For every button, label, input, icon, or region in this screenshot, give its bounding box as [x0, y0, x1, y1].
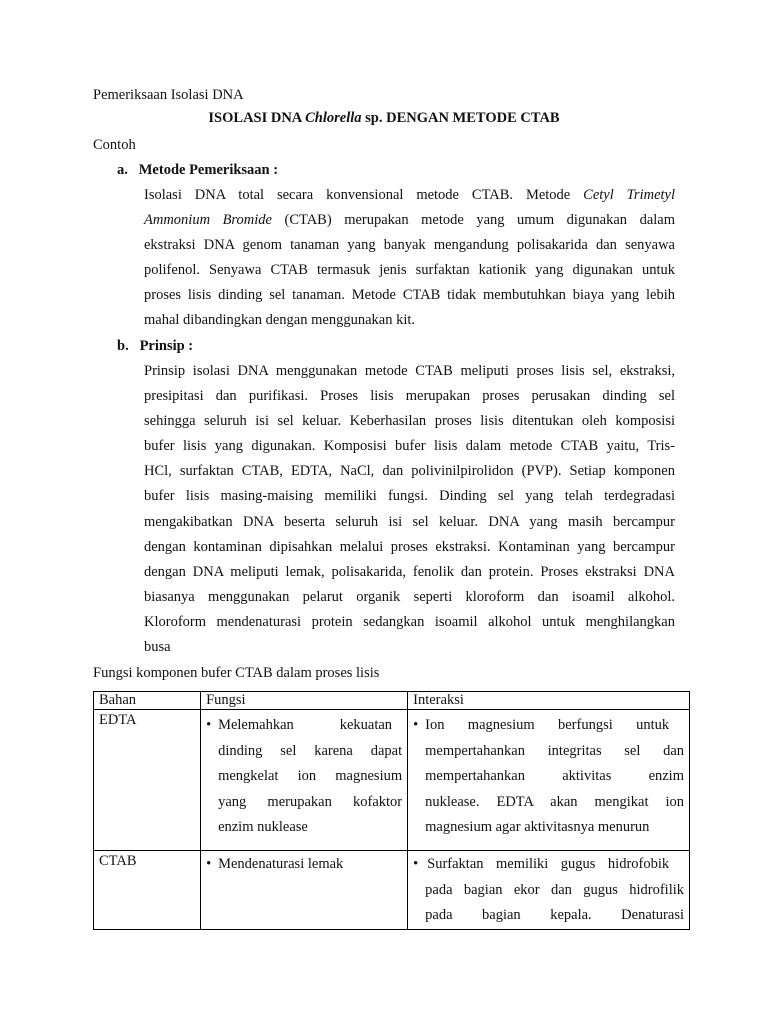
table-header-cell: Interaksi: [408, 692, 690, 710]
section-b-line: bufer lisis masing-maising memiliki fungsi. Dinding sel yang telah terdegradasi: [144, 488, 675, 504]
table-cell-fungsi: • Mendenaturasi lemak: [201, 851, 408, 930]
section-a-line: proses lisis dinding sel tanaman. Metode CTAB tidak membutuhkan biaya yang lebih: [144, 287, 675, 303]
table-caption: Fungsi komponen bufer CTAB dalam proses lisis: [93, 665, 380, 681]
section-b-line: sehingga seluruh isi sel keluar. Keberhasilan proses lisis ditentukan oleh komposisi: [144, 413, 675, 429]
table-header-row: [94, 692, 690, 710]
table-cell-fungsi: • Melemahkan kekuatan dinding sel karena dapat mengkelat ion magnesium yang merupakan kofaktor enzim nuklease: [201, 710, 408, 851]
section-a-line: polifenol. Senyawa CTAB termasuk jenis surfaktan kationik yang digunakan untuk: [144, 262, 675, 278]
section-b-line: presipitasi dan purifikasi. Proses lisis merupakan proses perusakan dinding sel: [144, 388, 675, 404]
section-b-heading: b. Prinsip :: [117, 338, 194, 354]
title-part1: ISOLASI DNA: [208, 110, 306, 126]
table-row: [94, 710, 690, 851]
section-b-line: mengakibatkan DNA beserta seluruh isi sel keluar. DNA yang masih bercampur: [144, 514, 675, 530]
document-header: Pemeriksaan Isolasi DNA: [93, 87, 244, 103]
section-a-line: Ammonium Bromide (CTAB) merupakan metode yang umum digunakan dalam: [144, 212, 675, 228]
bullet-icon: •: [206, 717, 212, 733]
section-b-line: Kloroform mendenaturasi protein sedangkan isoamil alkohol untuk menghilangkan: [144, 614, 675, 630]
contoh-label: Contoh: [93, 137, 136, 153]
document-title: [0, 110, 768, 127]
table-header-cell: Fungsi: [201, 692, 408, 710]
bullet-icon: •: [206, 856, 212, 872]
section-b-line: biasanya menggunakan pelarut organik seperti kloroform dan isoamil alkohol.: [144, 589, 675, 605]
buffer-components-table: [93, 691, 690, 930]
table-cell-interaksi: • Surfaktan memiliki gugus hidrofobik pada bagian ekor dan gugus hidrofilik pada bagian kepala. Denaturasi: [408, 851, 690, 930]
section-a-line: mahal dibandingkan dengan menggunakan kit.: [144, 312, 415, 328]
section-b-line: busa: [144, 639, 171, 655]
table-header-cell: Bahan: [94, 692, 201, 710]
section-a-line: ekstraksi DNA genom tanaman yang banyak mengandung polisakarida dan senyawa: [144, 237, 675, 253]
section-a-heading: a. Metode Pemeriksaan :: [117, 162, 279, 178]
section-b-line: dengan DNA meliputi lemak, polisakarida, fenolik dan protein. Proses ekstraksi DNA: [144, 564, 675, 580]
table-cell-interaksi: • Ion magnesium berfungsi untuk mempertahankan integritas sel dan mempertahankan aktivitas enzim nuklease. EDTA akan mengikat ion magnesium agar aktivitasnya menurun: [408, 710, 690, 851]
section-b-line: bufer lisis yang digunakan. Komposisi bufer lisis dalam metode CTAB yaitu, Tris-: [144, 438, 675, 454]
section-b-line: Prinsip isolasi DNA menggunakan metode CTAB meliputi proses lisis sel, ekstraksi,: [144, 363, 675, 379]
title-italic: Chlorella: [305, 110, 362, 126]
section-b-line: dengan kontaminan dipisahkan melalui proses ekstraksi. Kontaminan yang bercampur: [144, 539, 675, 555]
bullet-icon: •: [413, 717, 419, 733]
table-cell-bahan: CTAB: [94, 851, 201, 930]
table-cell-bahan: EDTA: [94, 710, 201, 851]
table-row: [94, 851, 690, 930]
title-part2: sp. DENGAN METODE CTAB: [361, 110, 560, 126]
bullet-icon: •: [413, 856, 419, 872]
section-a-line: Isolasi DNA total secara konvensional metode CTAB. Metode Cetyl Trimetyl: [144, 187, 676, 203]
section-b-line: HCl, surfaktan CTAB, EDTA, NaCl, dan polivinilpirolidon (PVP). Setiap komponen: [144, 463, 675, 479]
